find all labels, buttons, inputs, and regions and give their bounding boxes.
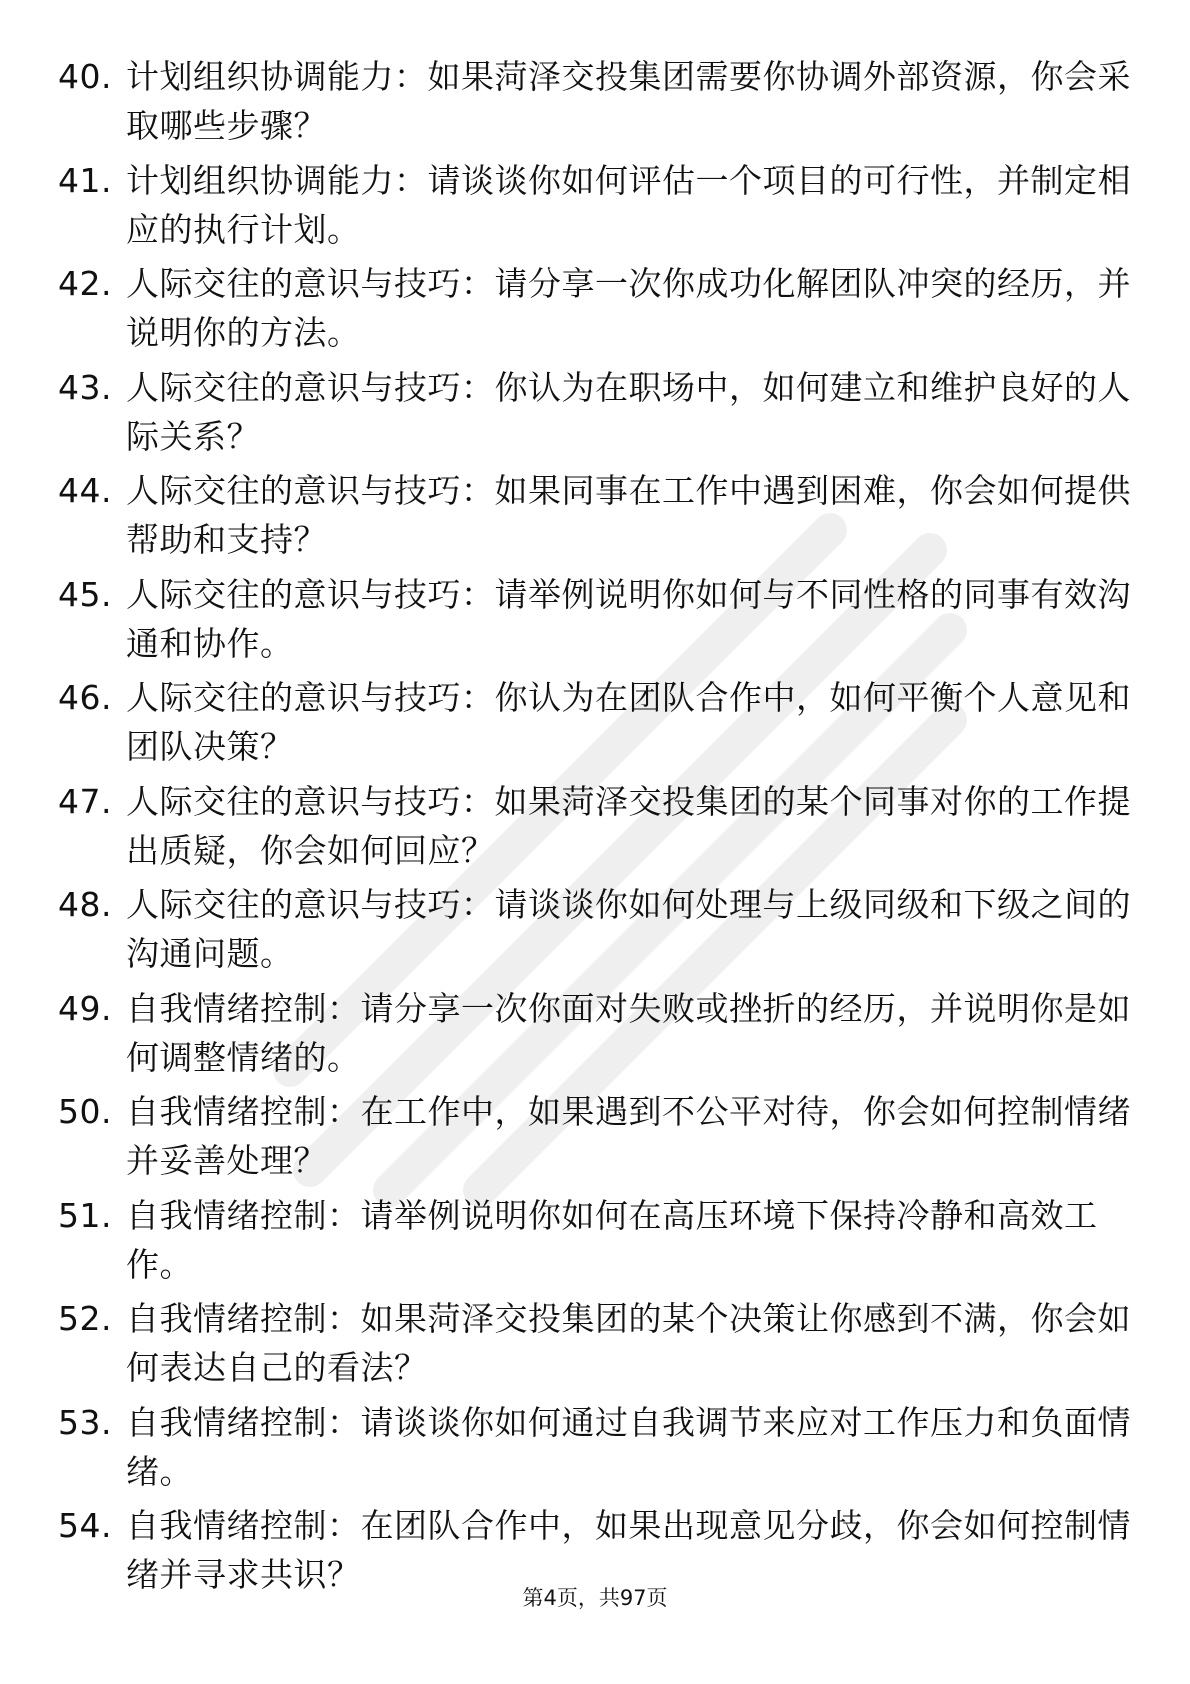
question-item <box>58 466 1138 570</box>
question-text: 自我情绪控制：如果菏泽交投集团的某个决策让你感到不满，你会如何表达自己的看法？ <box>126 1299 1131 1387</box>
question-text: 自我情绪控制：请分享一次你面对失败或挫折的经历，并说明你是如何调整情绪的。 <box>126 988 1131 1077</box>
question-item <box>58 156 1138 260</box>
question-item <box>58 777 1138 881</box>
question-number: 40. <box>58 57 112 96</box>
question-text: 计划组织协调能力：如果菏泽交投集团需要你协调外部资源，你会采取哪些步骤？ <box>126 57 1131 145</box>
question-number: 53. <box>58 1402 112 1442</box>
question-item <box>58 1398 1138 1502</box>
question-text: 自我情绪控制：在工作中，如果遇到不公平对待，你会如何控制情绪并妥善处理？ <box>126 1092 1131 1180</box>
question-number: 45. <box>58 574 112 614</box>
question-text: 人际交往的意识与技巧：请举例说明你如何与不同性格的同事有效沟通和协作。 <box>126 574 1131 663</box>
question-number: 43. <box>58 367 112 407</box>
question-item <box>58 673 1138 777</box>
question-text: 人际交往的意识与技巧：如果菏泽交投集团的某个同事对你的工作提出质疑，你会如何回应？ <box>126 781 1131 870</box>
question-text: 自我情绪控制：在团队合作中，如果出现意见分歧，你会如何控制情绪并寻求共识？ <box>126 1506 1131 1594</box>
question-item <box>58 880 1138 984</box>
question-text: 计划组织协调能力：请谈谈你如何评估一个项目的可行性，并制定相应的执行计划。 <box>126 160 1131 249</box>
question-number: 48. <box>58 885 112 924</box>
question-text: 人际交往的意识与技巧：你认为在团队合作中，如何平衡个人意见和团队决策？ <box>126 678 1131 766</box>
question-number: 50. <box>58 1092 112 1131</box>
question-number: 54. <box>58 1506 112 1545</box>
question-text: 自我情绪控制：请谈谈你如何通过自我调节来应对工作压力和负面情绪。 <box>126 1402 1131 1491</box>
question-number: 42. <box>58 264 112 303</box>
question-item <box>58 570 1138 674</box>
question-number: 51. <box>58 1195 112 1235</box>
question-list <box>58 52 1138 1605</box>
question-number: 52. <box>58 1299 112 1338</box>
question-item <box>58 259 1138 363</box>
question-number: 41. <box>58 160 112 200</box>
question-number: 46. <box>58 678 112 717</box>
page-footer <box>0 1584 1190 1612</box>
question-item <box>58 984 1138 1088</box>
question-text: 人际交往的意识与技巧：你认为在职场中，如何建立和维护良好的人际关系？ <box>126 367 1131 456</box>
question-item <box>58 1087 1138 1191</box>
page-number-label: 第4页，共97页 <box>522 1586 668 1610</box>
question-text: 人际交往的意识与技巧：如果同事在工作中遇到困难，你会如何提供帮助和支持？ <box>126 471 1131 559</box>
question-text: 人际交往的意识与技巧：请谈谈你如何处理与上级同级和下级之间的沟通问题。 <box>126 885 1131 973</box>
question-item <box>58 52 1138 156</box>
question-number: 47. <box>58 781 112 821</box>
question-number: 49. <box>58 988 112 1028</box>
question-item <box>58 1294 1138 1398</box>
question-text: 自我情绪控制：请举例说明你如何在高压环境下保持冷静和高效工作。 <box>126 1195 1098 1284</box>
question-item <box>58 363 1138 467</box>
question-number: 44. <box>58 471 112 510</box>
question-item <box>58 1191 1138 1295</box>
question-text: 人际交往的意识与技巧：请分享一次你成功化解团队冲突的经历，并说明你的方法。 <box>126 264 1131 352</box>
